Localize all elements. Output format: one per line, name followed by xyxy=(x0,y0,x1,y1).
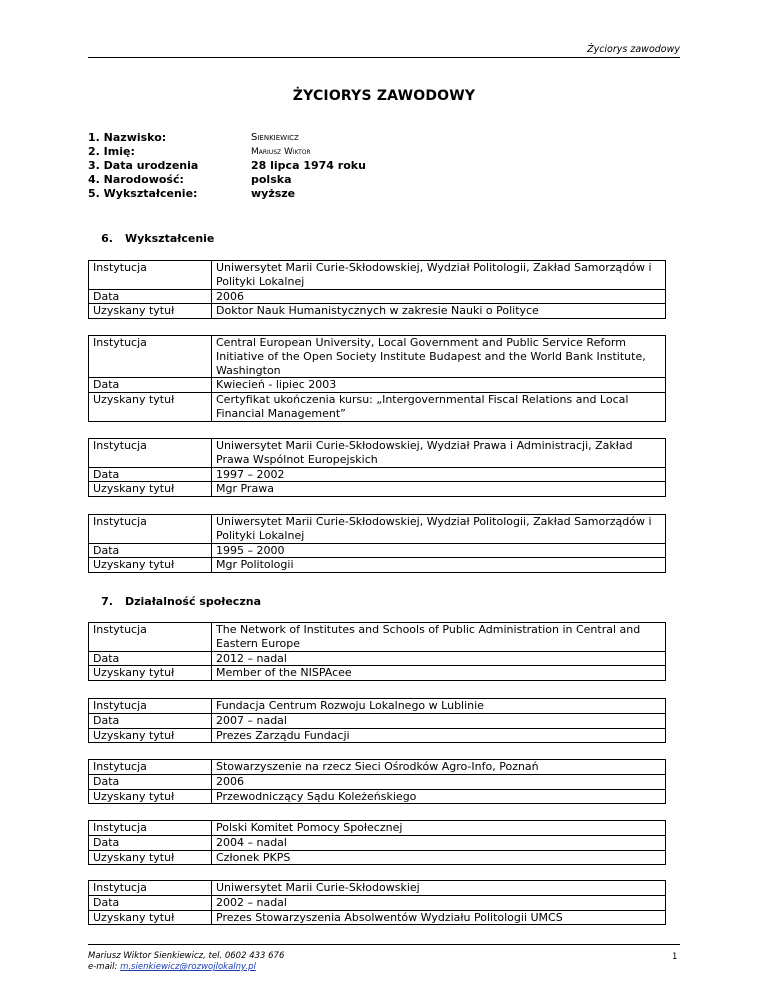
title-value: Mgr Prawa xyxy=(212,482,666,497)
section-title: Wykształcenie xyxy=(125,232,215,245)
personal-label: 1. Nazwisko: xyxy=(88,131,167,144)
institution-value: The Network of Institutes and Schools of Public Administration in Central and Eastern Europe xyxy=(212,623,666,652)
section-number: 6. xyxy=(101,232,113,245)
field-label: Data xyxy=(89,467,212,482)
title-value: Przewodniczący Sądu Koleżeńskiego xyxy=(212,789,666,804)
education-entry-table xyxy=(88,335,666,422)
field-label: Instytucja xyxy=(89,623,212,652)
date-value: 2002 – nadal xyxy=(212,895,666,910)
field-label: Instytucja xyxy=(89,821,212,836)
institution-value: Stowarzyszenie na rzecz Sieci Ośrodków Agro-Info, Poznań xyxy=(212,760,666,775)
personal-row-birthdate xyxy=(88,159,688,173)
field-label: Instytucja xyxy=(89,439,212,468)
personal-row-nationality xyxy=(88,173,688,187)
institution-value: Central European University, Local Government and Public Service Reform Initiative of the Open Society Institute Budapest and the World Bank Institute, Washington xyxy=(212,336,666,378)
personal-value-birthdate: 28 lipca 1974 roku xyxy=(251,159,366,172)
personal-info xyxy=(88,131,688,201)
footer-contact: Mariusz Wiktor Sienkiewicz, tel. 0602 433 676 xyxy=(88,951,285,961)
field-label: Instytucja xyxy=(89,261,212,290)
title-value: Doktor Nauk Humanistycznych w zakresie Nauki o Polityce xyxy=(212,304,666,319)
field-label: Uzyskany tytuł xyxy=(89,850,212,865)
field-label: Data xyxy=(89,651,212,666)
footer-email-line xyxy=(88,962,680,973)
personal-value-name: Mariusz Wiktor xyxy=(251,147,311,157)
title-value: Member of the NISPAcee xyxy=(212,666,666,681)
education-entry-table xyxy=(88,514,666,573)
date-value: 2006 xyxy=(212,774,666,789)
field-label: Instytucja xyxy=(89,760,212,775)
personal-row-surname xyxy=(88,131,688,145)
date-value: 2006 xyxy=(212,289,666,304)
field-label: Data xyxy=(89,289,212,304)
field-label: Instytucja xyxy=(89,699,212,714)
date-value: 2004 – nadal xyxy=(212,835,666,850)
social-entry-table xyxy=(88,622,666,681)
personal-label: 5. Wykształcenie: xyxy=(88,187,198,200)
education-entry-table xyxy=(88,260,666,319)
social-entry-table xyxy=(88,880,666,925)
document-title: ŻYCIORYS ZAWODOWY xyxy=(292,88,476,104)
personal-value-education: wyższe xyxy=(251,187,296,200)
title-value: Mgr Politologii xyxy=(212,558,666,573)
title-value: Członek PKPS xyxy=(212,850,666,865)
title-value: Prezes Stowarzyszenia Absolwentów Wydziału Politologii UMCS xyxy=(212,910,666,925)
institution-value: Uniwersytet Marii Curie-Skłodowskiej xyxy=(212,881,666,896)
title-value: Prezes Zarządu Fundacji xyxy=(212,728,666,743)
page-number: 1 xyxy=(672,952,678,962)
date-value: 1995 – 2000 xyxy=(212,543,666,558)
section-number: 7. xyxy=(101,595,113,608)
field-label: Uzyskany tytuł xyxy=(89,304,212,319)
field-label: Instytucja xyxy=(89,515,212,544)
personal-value-nationality: polska xyxy=(251,173,292,186)
institution-value: Polski Komitet Pomocy Społecznej xyxy=(212,821,666,836)
personal-row-name xyxy=(88,145,688,159)
personal-row-education xyxy=(88,187,688,201)
field-label: Uzyskany tytuł xyxy=(89,558,212,573)
field-label: Uzyskany tytuł xyxy=(89,666,212,681)
social-entry-table xyxy=(88,820,666,865)
personal-label: 3. Data urodzenia xyxy=(88,159,199,172)
footer-email-label: e-mail: xyxy=(88,962,121,972)
personal-label: 2. Imię: xyxy=(88,145,135,158)
personal-value-surname: Sienkiewicz xyxy=(251,132,299,143)
personal-label: 4. Narodowość: xyxy=(88,173,184,186)
email-link[interactable]: m.sienkiewicz@rozwojlokalny.pl xyxy=(120,962,256,972)
social-entry-table xyxy=(88,759,666,804)
page-footer xyxy=(88,944,680,973)
running-header: Życiorys zawodowy xyxy=(88,44,680,58)
section-title: Działalność społeczna xyxy=(125,595,261,608)
institution-value: Uniwersytet Marii Curie-Skłodowskiej, Wydział Politologii, Zakład Samorządów i Polityki Lokalnej xyxy=(212,261,666,290)
title-value: Certyfikat ukończenia kursu: „Intergovernmental Fiscal Relations and Local Financial Management” xyxy=(212,393,666,422)
date-value: 2007 – nadal xyxy=(212,713,666,728)
date-value: Kwiecień - lipiec 2003 xyxy=(212,378,666,393)
date-value: 1997 – 2002 xyxy=(212,467,666,482)
field-label: Uzyskany tytuł xyxy=(89,910,212,925)
field-label: Instytucja xyxy=(89,336,212,378)
field-label: Data xyxy=(89,895,212,910)
field-label: Uzyskany tytuł xyxy=(89,482,212,497)
date-value: 2012 – nadal xyxy=(212,651,666,666)
field-label: Uzyskany tytuł xyxy=(89,393,212,422)
field-label: Data xyxy=(89,835,212,850)
field-label: Data xyxy=(89,378,212,393)
field-label: Data xyxy=(89,543,212,558)
institution-value: Fundacja Centrum Rozwoju Lokalnego w Lublinie xyxy=(212,699,666,714)
section-education-heading xyxy=(88,232,214,245)
field-label: Uzyskany tytuł xyxy=(89,728,212,743)
section-social-heading xyxy=(88,595,261,608)
field-label: Data xyxy=(89,713,212,728)
field-label: Uzyskany tytuł xyxy=(89,789,212,804)
institution-value: Uniwersytet Marii Curie-Skłodowskiej, Wydział Politologii, Zakład Samorządów i Polityki Lokalnej xyxy=(212,515,666,544)
education-entry-table xyxy=(88,438,666,497)
field-label: Data xyxy=(89,774,212,789)
social-entry-table xyxy=(88,698,666,743)
institution-value: Uniwersytet Marii Curie-Skłodowskiej, Wydział Prawa i Administracji, Zakład Prawa Wspólnot Europejskich xyxy=(212,439,666,468)
field-label: Instytucja xyxy=(89,881,212,896)
